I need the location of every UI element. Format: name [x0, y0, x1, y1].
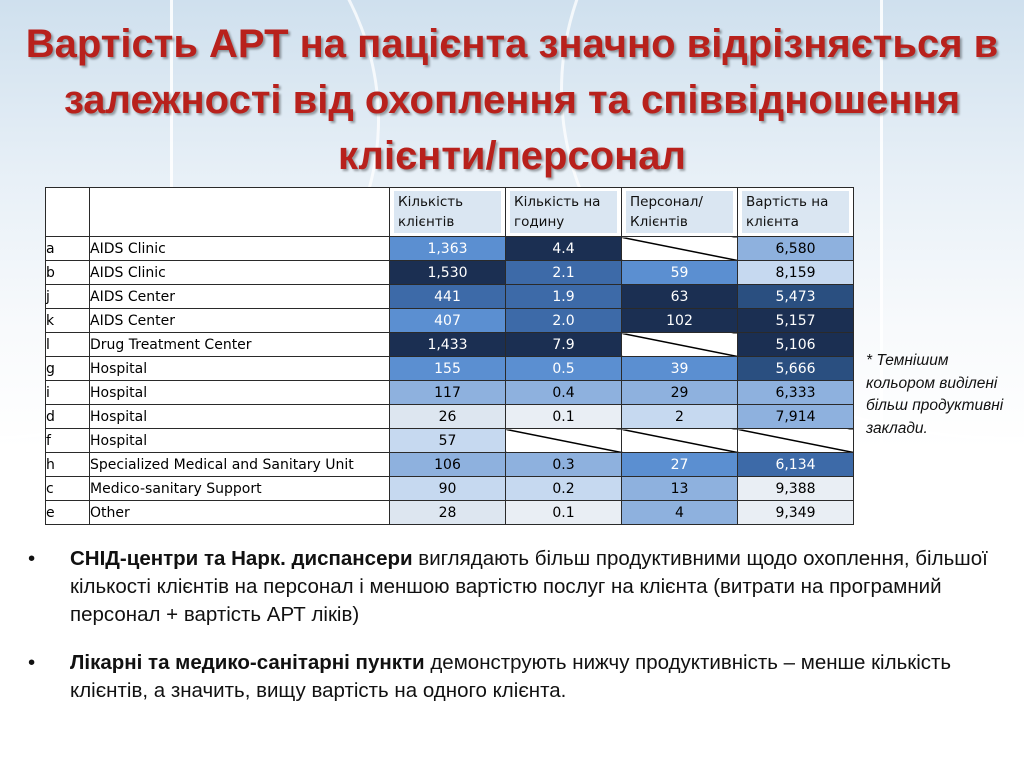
- cell-cost: [738, 429, 854, 453]
- cell-clients: 1,433: [390, 333, 506, 357]
- table-row: [46, 501, 854, 525]
- cell-code: b: [46, 261, 90, 285]
- cell-facility: Medico-sanitary Support: [90, 477, 390, 501]
- cell-staff-ratio: 27: [622, 453, 738, 477]
- cell-per-hour: [506, 429, 622, 453]
- cell-facility: Hospital: [90, 405, 390, 429]
- slide-title: Вартість АРТ на пацієнта значно відрізняється в залежності від охоплення та співвідношення клієнти/персонал: [25, 22, 999, 178]
- cell-staff-ratio: 4: [622, 501, 738, 525]
- cell-per-hour: 2.1: [506, 261, 622, 285]
- shading-note: * Темнішим кольором виділені більш продуктивні заклади.: [866, 352, 1004, 437]
- table-row: [46, 333, 854, 357]
- cell-facility: AIDS Center: [90, 309, 390, 333]
- cell-staff-ratio: 39: [622, 357, 738, 381]
- cell-cost: 5,666: [738, 357, 854, 381]
- cell-staff-ratio: 2: [622, 405, 738, 429]
- header-cell-name: [90, 188, 390, 237]
- bullet-marker: •: [28, 547, 36, 570]
- header-cell-per-hour: Кількість на годину: [506, 188, 622, 237]
- cell-cost: 5,106: [738, 333, 854, 357]
- cell-cost: 8,159: [738, 261, 854, 285]
- cell-cost: 6,333: [738, 381, 854, 405]
- cell-code: e: [46, 501, 90, 525]
- cell-cost: 5,157: [738, 309, 854, 333]
- cell-facility: Hospital: [90, 381, 390, 405]
- cell-staff-ratio: 13: [622, 477, 738, 501]
- cell-clients: 90: [390, 477, 506, 501]
- table-row: [46, 285, 854, 309]
- cell-per-hour: 0.4: [506, 381, 622, 405]
- bullet-item: [28, 649, 1008, 705]
- cell-clients: 57: [390, 429, 506, 453]
- cell-per-hour: 0.2: [506, 477, 622, 501]
- cell-facility: Hospital: [90, 429, 390, 453]
- cell-clients: 155: [390, 357, 506, 381]
- bullet-text: виглядають більш продуктивними щодо охоплення, більшої кількості клієнтів на персонал і меншою вартістю послуг на клієнта (витрати на програмний персонал + вартість АРТ ліків): [70, 547, 988, 626]
- cell-code: c: [46, 477, 90, 501]
- cell-clients: 441: [390, 285, 506, 309]
- cell-cost: 9,349: [738, 501, 854, 525]
- header-cell-code: [46, 188, 90, 237]
- cell-code: l: [46, 333, 90, 357]
- bullet-item: [28, 545, 1008, 629]
- cell-staff-ratio: [622, 333, 738, 357]
- cell-code: d: [46, 405, 90, 429]
- cell-per-hour: 0.1: [506, 501, 622, 525]
- cell-cost: 6,580: [738, 237, 854, 261]
- cell-code: a: [46, 237, 90, 261]
- table-row: [46, 357, 854, 381]
- cell-code: j: [46, 285, 90, 309]
- cell-per-hour: 0.5: [506, 357, 622, 381]
- cell-facility: AIDS Clinic: [90, 237, 390, 261]
- productivity-table: [45, 187, 854, 525]
- cell-facility: Specialized Medical and Sanitary Unit: [90, 453, 390, 477]
- bullet-marker: •: [28, 651, 36, 674]
- cell-clients: 1,363: [390, 237, 506, 261]
- bullet-bold-text: СНІД-центри та Нарк. диспансери: [70, 547, 413, 570]
- cell-staff-ratio: [622, 237, 738, 261]
- cell-code: h: [46, 453, 90, 477]
- cell-clients: 1,530: [390, 261, 506, 285]
- table-row: [46, 453, 854, 477]
- cell-staff-ratio: 59: [622, 261, 738, 285]
- cell-facility: Drug Treatment Center: [90, 333, 390, 357]
- table-row: [46, 405, 854, 429]
- cell-code: i: [46, 381, 90, 405]
- cell-facility: AIDS Clinic: [90, 261, 390, 285]
- cell-staff-ratio: 63: [622, 285, 738, 309]
- cell-staff-ratio: 102: [622, 309, 738, 333]
- cell-facility: AIDS Center: [90, 285, 390, 309]
- cell-code: k: [46, 309, 90, 333]
- cell-clients: 28: [390, 501, 506, 525]
- cell-staff-ratio: 29: [622, 381, 738, 405]
- table-row: [46, 381, 854, 405]
- table-header-row: [46, 188, 854, 237]
- table-row: [46, 477, 854, 501]
- cell-clients: 26: [390, 405, 506, 429]
- cell-per-hour: 2.0: [506, 309, 622, 333]
- cell-per-hour: 1.9: [506, 285, 622, 309]
- bullet-text: демонструють нижчу продуктивність – менше кількість клієнтів, а значить, вищу вартість на одного клієнта.: [70, 651, 952, 702]
- cell-clients: 106: [390, 453, 506, 477]
- cell-cost: 9,388: [738, 477, 854, 501]
- cell-code: g: [46, 357, 90, 381]
- cell-cost: 7,914: [738, 405, 854, 429]
- table-row: [46, 237, 854, 261]
- header-cell-clients: Кількість клієнтів: [390, 188, 506, 237]
- cell-per-hour: 4.4: [506, 237, 622, 261]
- cell-per-hour: 0.1: [506, 405, 622, 429]
- summary-bullets: [28, 545, 1008, 705]
- table-row: [46, 429, 854, 453]
- cell-staff-ratio: [622, 429, 738, 453]
- cell-facility: Other: [90, 501, 390, 525]
- table-row: [46, 261, 854, 285]
- cell-cost: 5,473: [738, 285, 854, 309]
- cell-clients: 407: [390, 309, 506, 333]
- table-row: [46, 309, 854, 333]
- cell-per-hour: 0.3: [506, 453, 622, 477]
- cell-clients: 117: [390, 381, 506, 405]
- cell-facility: Hospital: [90, 357, 390, 381]
- header-cell-staff-ratio: Персонал/ Клієнтів: [622, 188, 738, 237]
- header-cell-cost: Вартість на клієнта: [738, 188, 854, 237]
- cell-per-hour: 7.9: [506, 333, 622, 357]
- cell-code: f: [46, 429, 90, 453]
- cell-cost: 6,134: [738, 453, 854, 477]
- bullet-bold-text: Лікарні та медико-санітарні пункти: [70, 651, 425, 674]
